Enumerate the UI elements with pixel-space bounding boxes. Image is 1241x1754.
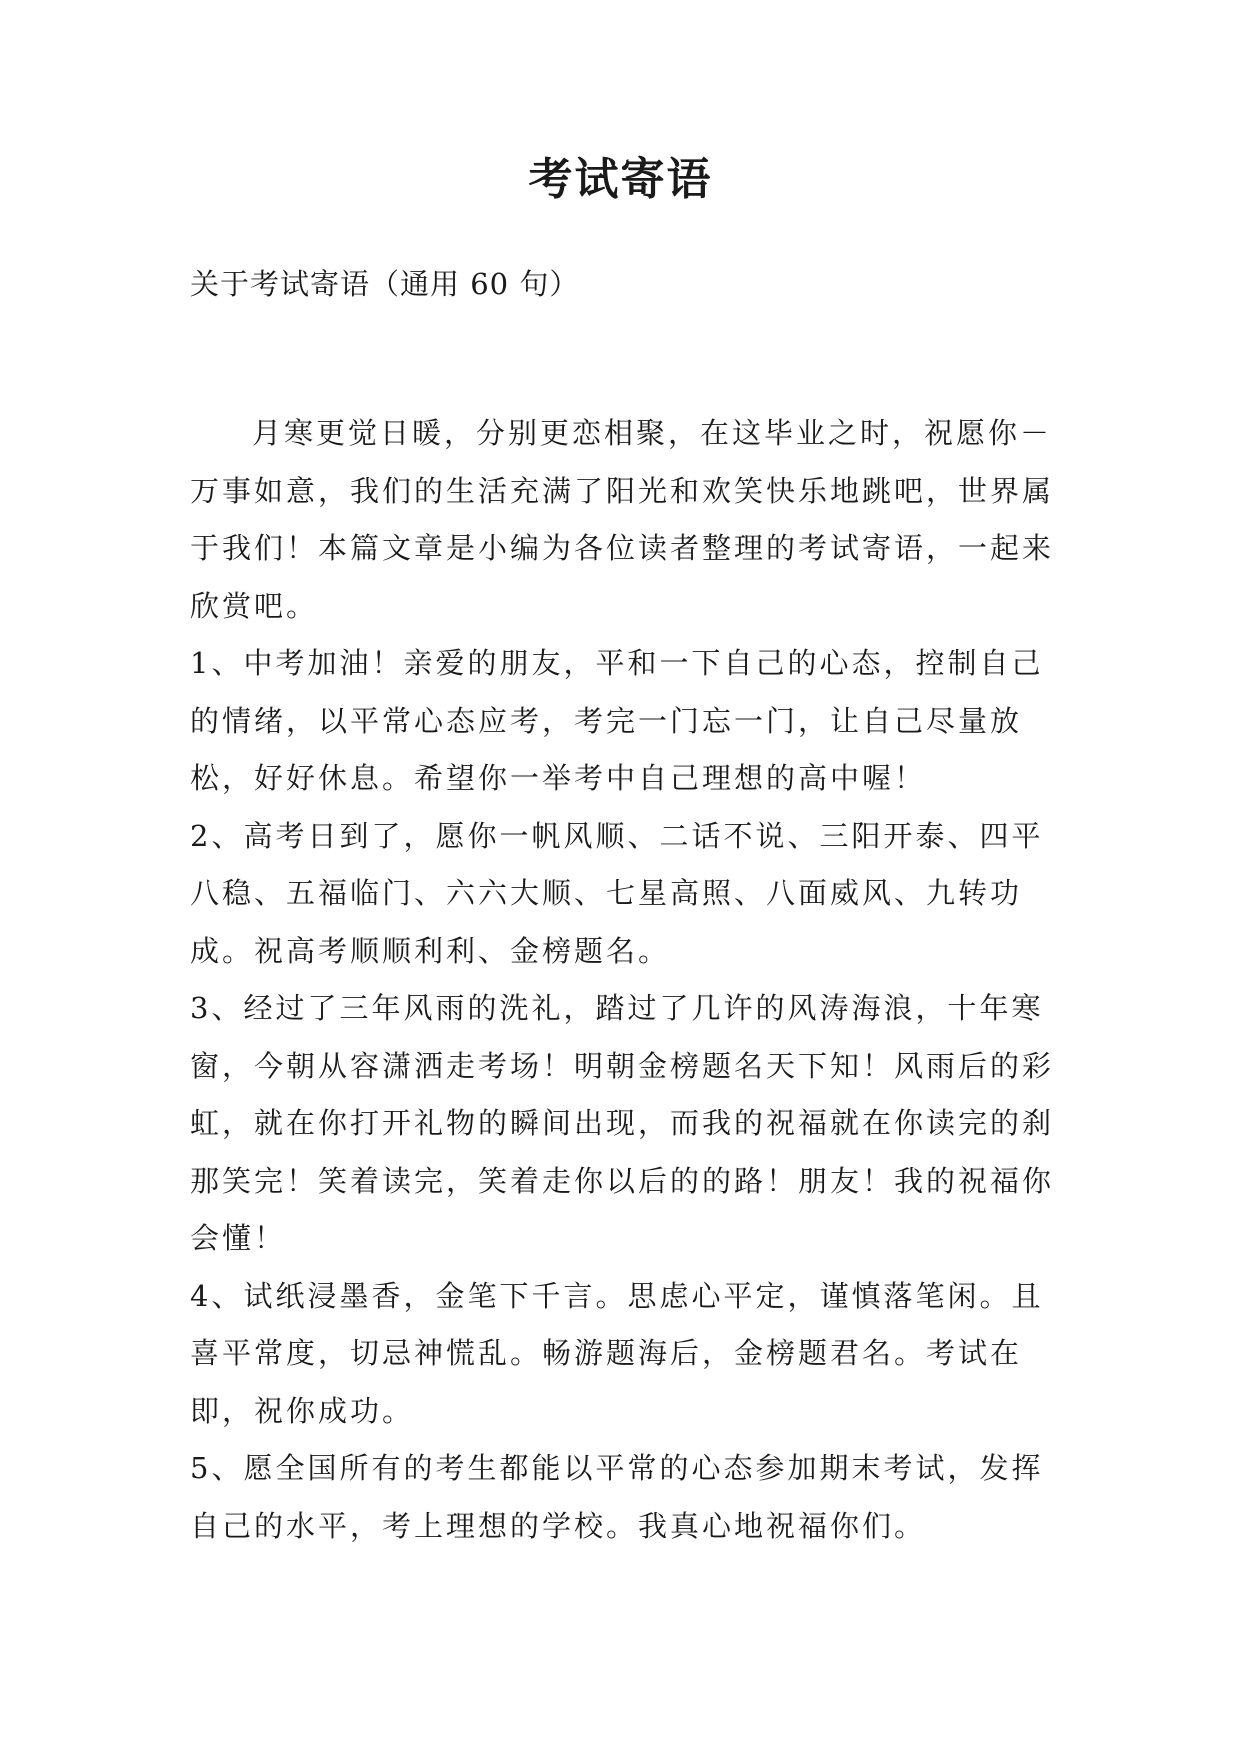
wish-item-5: 5、愿全国所有的考生都能以平常的心态参加期末考试，发挥自己的水平，考上理想的学校。我真心地祝福你们。 (190, 1451, 1044, 1543)
document-title: 考试寄语 (528, 154, 713, 205)
intro-paragraph: 月寒更觉日暖，分别更恋相聚，在这毕业之时，祝愿你－万事如意，我们的生活充满了阳光和欢笑快乐地跳吧，世界属于我们！本篇文章是小编为各位读者整理的考试寄语，一起来欣赏吧。 (190, 416, 1055, 623)
wish-item-4: 4、试纸浸墨香，金笔下千言。思虑心平定，谨慎落笔闲。且喜平常度，切忌神慌乱。畅游题海后，金榜题君名。考试在即，祝你成功。 (190, 1278, 1044, 1428)
wish-item-2: 2、高考日到了，愿你一帆风顺、二话不说、三阳开泰、四平八稳、五福临门、六六大顺、七星高照、八面威风、九转功成。祝高考顺顺利利、金榜题名。 (190, 818, 1044, 968)
wish-item-3: 3、经过了三年风雨的洗礼，踏过了几许的风涛海浪，十年寒窗，今朝从容潇洒走考场！明朝金榜题名天下知！风雨后的彩虹，就在你打开礼物的瞬间出现，而我的祝福就在你读完的刹那笑完！笑着读完，笑着走你以后的的路！朋友！我的祝福你会懂！ (190, 991, 1055, 1255)
document-subtitle: 关于考试寄语（通用 60 句） (190, 267, 580, 301)
document-body (190, 405, 1060, 1555)
wish-item-1: 1、中考加油！亲爱的朋友，平和一下自己的心态，控制自己的情绪，以平常心态应考，考完一门忘一门，让自己尽量放松，好好休息。希望你一举考中自己理想的高中喔！ (190, 646, 1044, 795)
